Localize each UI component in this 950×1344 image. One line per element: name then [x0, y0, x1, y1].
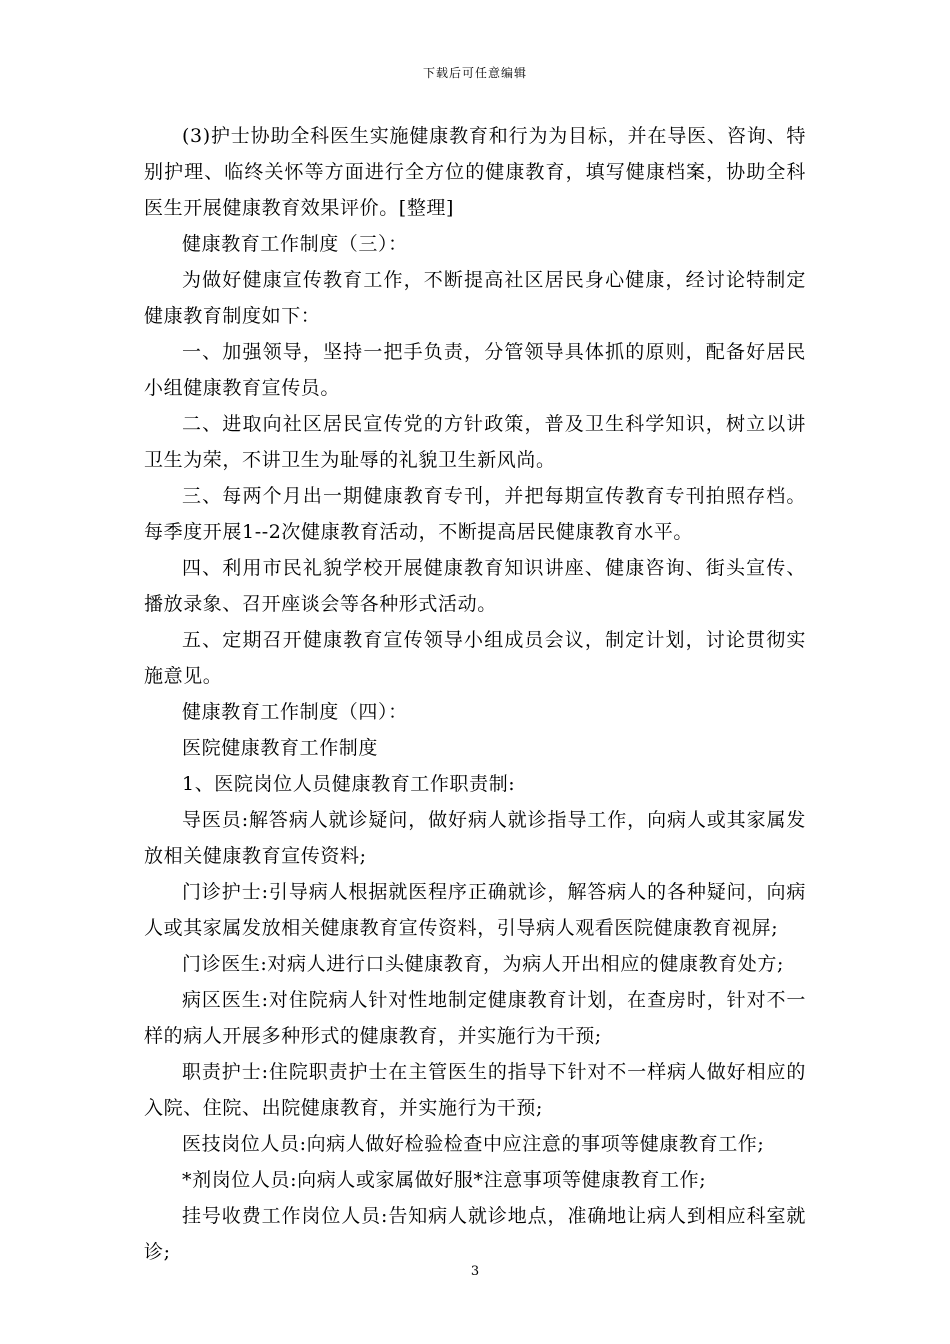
paragraph: 职责护士:住院职责护士在主管医生的指导下针对不一样病人做好相应的入院、住院、出院健康教育，并实施行为干预;	[144, 1061, 806, 1119]
page-header: 下载后可任意编辑	[422, 66, 527, 80]
paragraph: 五、定期召开健康教育宣传领导小组成员会议，制定计划，讨论贯彻实施意见。	[144, 629, 806, 687]
paragraph: 二、进取向社区居民宣传党的方针政策，普及卫生科学知识，树立以讲卫生为荣，不讲卫生为耻辱的礼貌卫生新风尚。	[144, 413, 806, 471]
paragraph: 1、医院岗位人员健康教育工作职责制:	[182, 773, 516, 795]
page-number: 3	[470, 1264, 480, 1279]
paragraph: 门诊护士:引导病人根据就医程序正确就诊，解答病人的各种疑问，向病人或其家属发放相关健康教育宣传资料，引导病人观看医院健康教育视屏;	[144, 881, 806, 939]
section-heading: 健康教育工作制度（三）：	[182, 233, 408, 255]
section-heading: 健康教育工作制度（四）：	[182, 701, 408, 723]
paragraph: 一、加强领导，坚持一把手负责，分管领导具体抓的原则，配备好居民小组健康教育宣传员。	[144, 341, 806, 399]
paragraph: 三、每两个月出一期健康教育专刊，并把每期宣传教育专刊拍照存档。每季度开展1--2次健康教育活动，不断提高居民健康教育水平。	[144, 485, 806, 543]
document-body	[144, 118, 806, 1270]
paragraph: 四、利用市民礼貌学校开展健康教育知识讲座、健康咨询、街头宣传、播放录象、召开座谈会等各种形式活动。	[144, 557, 806, 615]
paragraph: *剂岗位人员:向病人或家属做好服*注意事项等健康教育工作;	[182, 1169, 707, 1191]
paragraph: 病区医生:对住院病人针对性地制定健康教育计划，在查房时，针对不一样的病人开展多种形式的健康教育，并实施行为干预;	[144, 989, 806, 1047]
paragraph: 医技岗位人员:向病人做好检验检查中应注意的事项等健康教育工作;	[182, 1133, 765, 1155]
paragraph: 导医员:解答病人就诊疑问，做好病人就诊指导工作，向病人或其家属发放相关健康教育宣传资料;	[144, 809, 806, 867]
paragraph: 医院健康教育工作制度	[182, 737, 379, 759]
paragraph: 为做好健康宣传教育工作，不断提高社区居民身心健康，经讨论特制定健康教育制度如下：	[144, 269, 806, 327]
paragraph: 挂号收费工作岗位人员:告知病人就诊地点，准确地让病人到相应科室就诊;	[144, 1205, 806, 1263]
paragraph: (3)护士协助全科医生实施健康教育和行为为目标，并在导医、咨询、特别护理、临终关怀等方面进行全方位的健康教育，填写健康档案，协助全科医生开展健康教育效果评价。[整理]	[144, 125, 806, 219]
paragraph: 门诊医生:对病人进行口头健康教育，为病人开出相应的健康教育处方;	[182, 953, 785, 975]
